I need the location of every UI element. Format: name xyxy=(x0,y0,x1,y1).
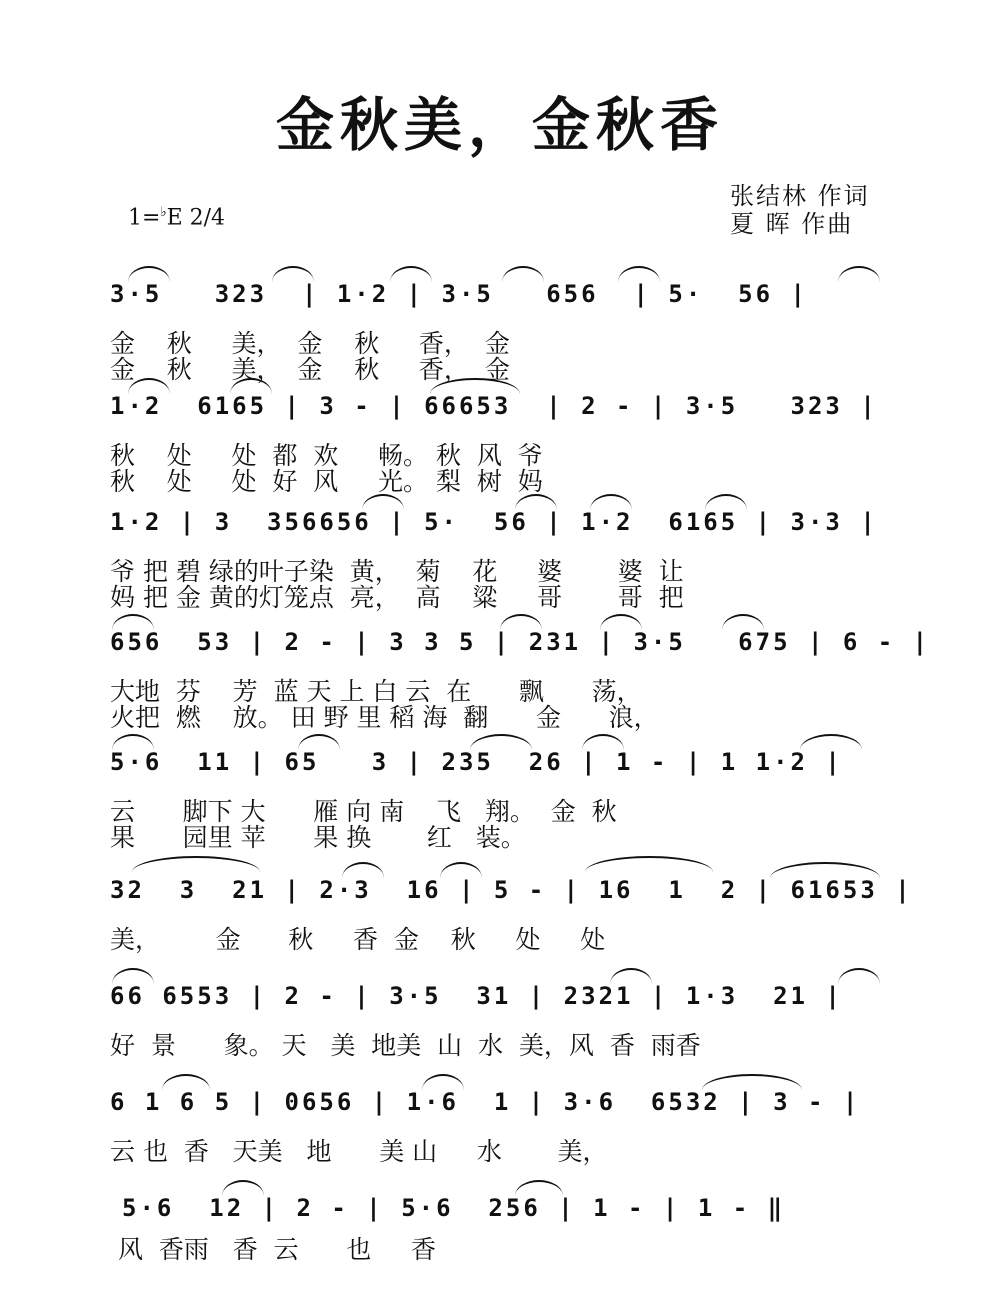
composer-credit: 夏 晖 作曲 xyxy=(730,210,854,238)
lyric-verse-1: 大地 芬 芳 蓝 天 上 白 云 在 飘 荡， xyxy=(110,677,642,706)
lyric-verse-2: 秋 处 处 好 风 光。 梨 树 妈 xyxy=(110,467,543,496)
key-rest: E 2/4 xyxy=(166,205,226,231)
slur xyxy=(470,734,532,750)
slur xyxy=(112,968,154,984)
slur xyxy=(582,734,624,750)
credits xyxy=(730,182,870,238)
notes-line: 1·2 | 3 356656 | 5· 56 | 1·2 6165 | 3·3 | xyxy=(110,508,878,536)
slur xyxy=(162,1074,210,1090)
lyric-verse-2: 火把 燃 放。 田 野 里 稻 海 翻 金 浪， xyxy=(110,703,659,732)
lyric-verse-1: 云 脚下 大 雁 向 南 飞 翔。 金 秋 xyxy=(110,797,617,826)
slur xyxy=(112,614,154,630)
slur xyxy=(618,266,660,282)
lyricist-credit: 张结林 作词 xyxy=(730,182,870,210)
slur xyxy=(722,614,764,630)
slur xyxy=(112,734,154,750)
lyric-verse-2: 果 园里 苹 果 换 红 装。 xyxy=(110,823,526,852)
slur xyxy=(502,266,544,282)
slur xyxy=(222,1180,264,1196)
slur xyxy=(298,734,340,750)
slur xyxy=(515,1180,563,1196)
notes-line: 5·6 12 | 2 - | 5·6 256 | 1 - | 1 - ‖ xyxy=(122,1194,786,1222)
notes-line: 32 3 21 | 2·3 16 | 5 - | 16 1 2 | 61653 | xyxy=(110,876,913,904)
key-prefix: 1= xyxy=(128,205,161,231)
slur xyxy=(342,862,384,878)
slur xyxy=(132,856,260,872)
lyric-verse-1: 云 也 香 天美 地 美 山 水 美， xyxy=(110,1137,608,1166)
slur xyxy=(422,1074,464,1090)
lyric-verse-1: 爷 把 碧 绿的叶子染 黄， 菊 花 婆 婆 让 xyxy=(110,557,684,586)
slur xyxy=(600,614,642,630)
notes-line: 6 1 6 5 | 0656 | 1·6 1 | 3·6 6532 | 3 - | xyxy=(110,1088,861,1116)
lyric-verse-1: 秋 处 处 都 欢 畅。 秋 风 爷 xyxy=(110,441,543,470)
slur xyxy=(440,862,482,878)
key-signature xyxy=(128,205,225,230)
lyric-verse-1: 美， 金 秋 香 金 秋 处 处 xyxy=(110,925,606,954)
slur xyxy=(500,614,542,630)
notes-line: 66 6553 | 2 - | 3·5 31 | 2321 | 1·3 21 | xyxy=(110,982,843,1010)
song-title: 金秋美，金秋香 xyxy=(275,91,724,159)
lyric-verse-2: 妈 把 金 黄的灯笼点 亮， 高 粱 哥 哥 把 xyxy=(110,583,684,612)
slur xyxy=(610,968,652,984)
notes-line: 3·5 323 | 1·2 | 3·5 656 | 5· 56 | xyxy=(110,280,808,308)
slur xyxy=(390,266,432,282)
slur xyxy=(272,266,314,282)
lyric-verse-1: 风 香雨 香 云 也 香 xyxy=(118,1235,437,1264)
slur xyxy=(838,968,880,984)
slur xyxy=(838,266,880,282)
slur xyxy=(128,266,170,282)
slur xyxy=(702,1074,802,1090)
lyric-verse-2: 金 秋 美， 金 秋 香， 金 xyxy=(110,355,510,384)
notes-line: 5·6 11 | 65 3 | 235 26 | 1 - | 1 1·2 | xyxy=(110,748,843,776)
notes-line: 1·2 6165 | 3 - | 66653 | 2 - | 3·5 323 | xyxy=(110,392,878,420)
flat-sign: ♭ xyxy=(160,205,167,220)
lyric-verse-1: 金 秋 美， 金 秋 香， 金 xyxy=(110,329,510,358)
slur xyxy=(800,734,862,750)
slur xyxy=(585,856,713,872)
lyric-verse-1: 好 景 象。 天 美 地美 山 水 美，风 香 雨香 xyxy=(110,1031,701,1060)
notes-line: 656 53 | 2 - | 3 3 5 | 231 | 3·5 675 | 6 - | xyxy=(110,628,931,656)
slur xyxy=(770,862,880,878)
